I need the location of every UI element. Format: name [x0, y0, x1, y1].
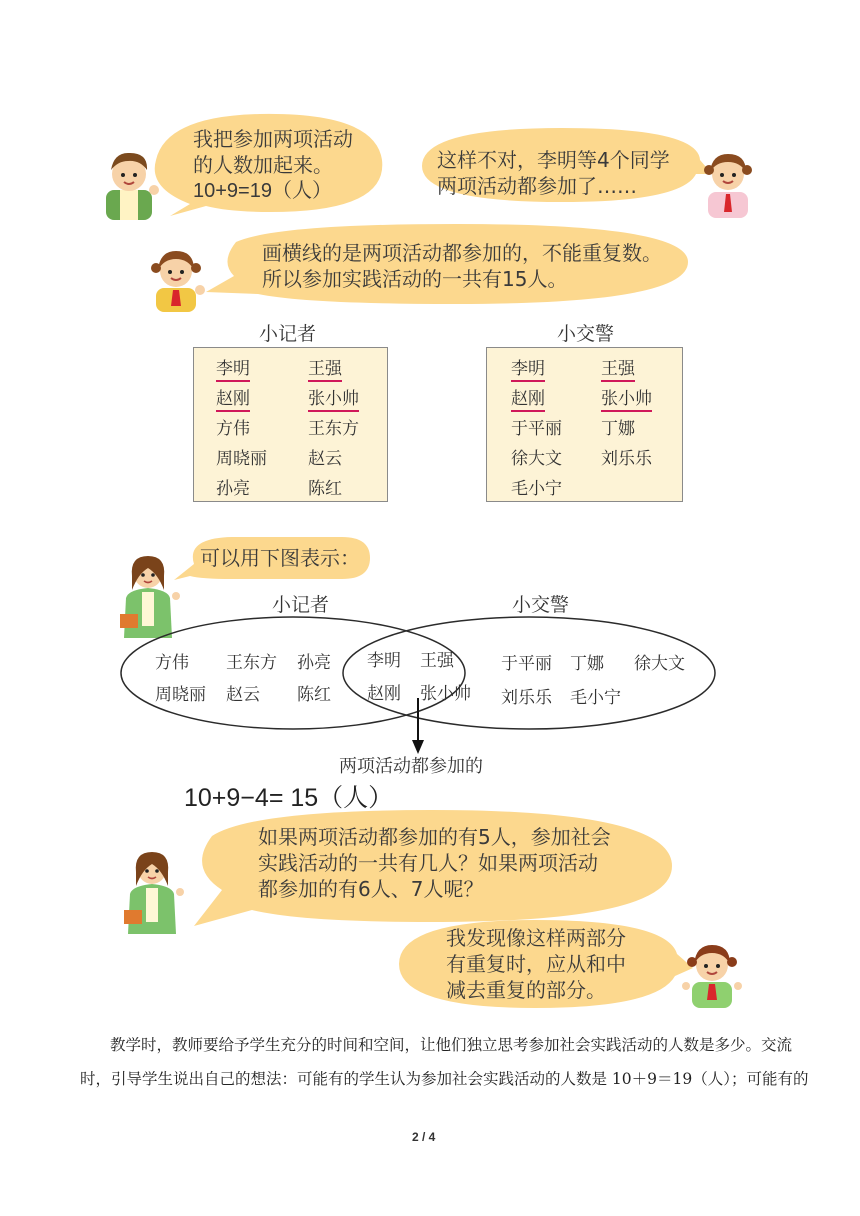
body-paragraph — [80, 1028, 809, 1096]
table-cell: 赵刚 — [216, 384, 250, 412]
table-cell: 徐大文 — [511, 449, 562, 469]
table-cell: 李明 — [511, 354, 545, 382]
venn-arrow-label: 两项活动都参加的 — [339, 756, 483, 777]
bubble-text-4: 可以用下图表示： — [200, 546, 360, 570]
teacher-character-icon — [122, 848, 186, 934]
venn-right-label: 小交警 — [512, 594, 570, 616]
table-cell: 赵刚 — [511, 384, 545, 412]
venn-both-name: 张小帅 — [420, 684, 471, 704]
venn-both-name: 赵刚 — [367, 684, 401, 704]
table-cell: 刘乐乐 — [601, 449, 652, 469]
venn-right-name: 于平丽 — [501, 654, 552, 674]
venn-left-ellipse — [121, 617, 465, 729]
table-cell: 赵云 — [308, 449, 342, 469]
table-cell: 王强 — [308, 354, 342, 382]
venn-left-name: 陈红 — [297, 685, 331, 705]
venn-right-name: 刘乐乐 — [501, 688, 552, 708]
formula: 10+9−4= 15（人） — [184, 784, 394, 812]
table-cell: 周晓丽 — [216, 449, 267, 469]
reporters-table — [193, 347, 388, 502]
paragraph-line-1: 教学时，教师要给予学生充分的时间和空间，让他们独立思考参加社会实践活动的人数是多少。交流 — [110, 1036, 793, 1054]
page-number: 2 / 4 — [412, 1130, 436, 1144]
venn-left-name: 王东方 — [226, 653, 277, 673]
table-cell: 张小帅 — [308, 384, 359, 412]
table-cell: 丁娜 — [601, 419, 635, 439]
boy-character-icon — [100, 148, 162, 220]
table-cell: 张小帅 — [601, 384, 652, 412]
bubble-text-3: 画横线的是两项活动都参加的，不能重复数。 所以参加实践活动的一共有15人。 — [262, 241, 662, 291]
table-cell: 于平丽 — [511, 419, 562, 439]
traffic-table — [486, 347, 683, 502]
table-cell: 李明 — [216, 354, 250, 382]
table-cell: 孙亮 — [216, 479, 250, 499]
bubble-text-1: 我把参加两项活动 的人数加起来。 10+9=19（人） — [193, 127, 353, 202]
bubble-text-6: 我发现像这样两部分 有重复时，应从和中 减去重复的部分。 — [446, 926, 626, 1002]
traffic-table-title: 小交警 — [557, 323, 615, 345]
table-cell: 王东方 — [308, 419, 359, 439]
bubble-text-2: 这样不对，李明等4个同学 两项活动都参加了…… — [437, 148, 670, 198]
venn-right-name: 徐大文 — [634, 654, 685, 674]
reporters-table-title: 小记者 — [259, 323, 317, 345]
girl-character-icon — [148, 246, 206, 312]
venn-right-name: 毛小宁 — [570, 688, 621, 708]
venn-left-name: 孙亮 — [297, 653, 331, 673]
venn-left-name: 方伟 — [155, 653, 189, 673]
girl-character-icon — [682, 938, 742, 1008]
venn-left-name: 周晓丽 — [155, 685, 206, 705]
venn-both-name: 王强 — [420, 651, 454, 671]
girl-character-icon — [700, 148, 756, 218]
venn-left-label: 小记者 — [272, 594, 330, 616]
bubble-text-5: 如果两项活动都参加的有5人，参加社会 实践活动的一共有几人？如果两项活动 都参加的有6人、7人呢？ — [258, 825, 611, 901]
paragraph-line-2: 时，引导学生说出自己的想法：可能有的学生认为参加社会实践活动的人数是 10＋9＝19（人）；可能有的 — [80, 1070, 809, 1088]
table-cell: 方伟 — [216, 419, 250, 439]
venn-both-name: 李明 — [367, 651, 401, 671]
table-cell: 王强 — [601, 354, 635, 382]
venn-left-name: 赵云 — [226, 685, 260, 705]
table-cell: 毛小宁 — [511, 479, 562, 499]
venn-right-name: 丁娜 — [570, 654, 604, 674]
table-cell: 陈红 — [308, 479, 342, 499]
